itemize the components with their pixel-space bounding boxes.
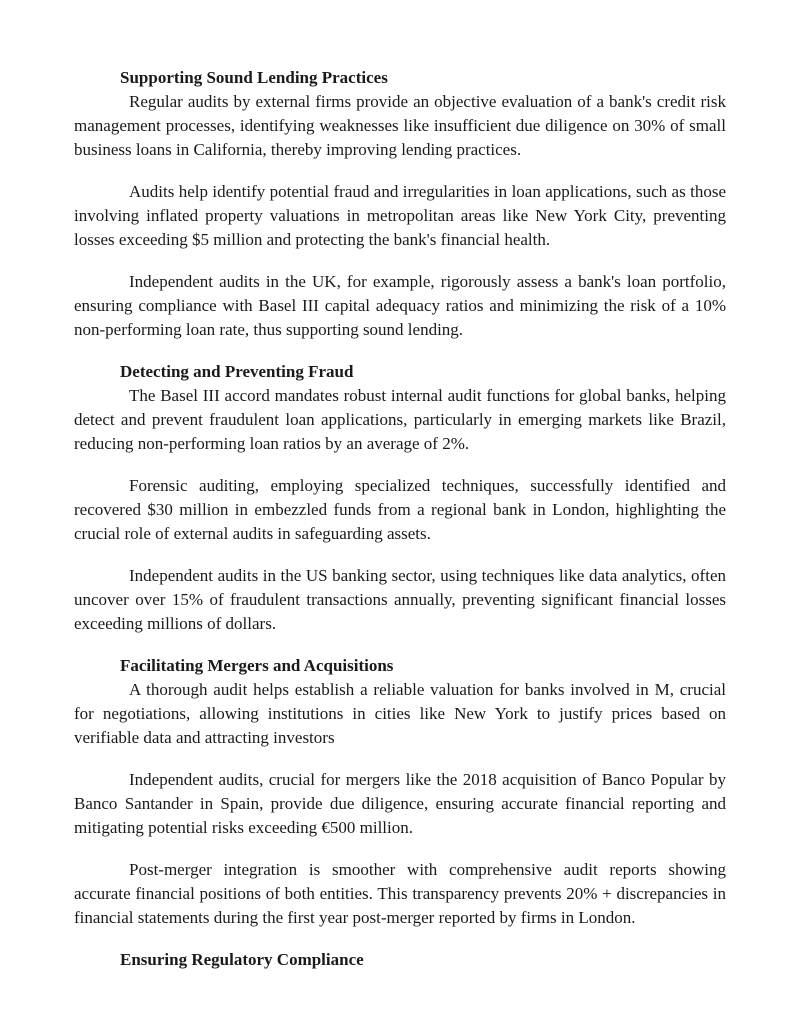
paragraph: Post-merger integration is smoother with comprehensive audit reports showing accurate financial positions of both entities. This transparency prevents 20% + discrepancies in financial statements during the first year post-merger reported by firms in London. bbox=[74, 860, 726, 927]
paragraph: Forensic auditing, employing specialized techniques, successfully identified and recovered $30 million in embezzled funds from a regional bank in London, highlighting the crucial role of external audits in safeguarding assets. bbox=[74, 476, 726, 543]
section-heading: Ensuring Regulatory Compliance bbox=[120, 950, 364, 969]
section-heading: Facilitating Mergers and Acquisitions bbox=[120, 656, 394, 675]
paragraph: Independent audits in the US banking sector, using techniques like data analytics, often uncover over 15% of fraudulent transactions annually, preventing significant financial losses exceeding millions of dollars. bbox=[74, 566, 726, 633]
section-regulatory-compliance bbox=[74, 948, 726, 972]
paragraph: Independent audits in the UK, for example, rigorously assess a bank's loan portfolio, ensuring compliance with Basel III capital adequacy ratios and minimizing the risk of a 10% non-performing loan rate, thus supporting sound lending. bbox=[74, 272, 726, 339]
section-heading: Detecting and Preventing Fraud bbox=[120, 362, 354, 381]
section-detecting-fraud bbox=[74, 360, 726, 636]
paragraph: Audits help identify potential fraud and irregularities in loan applications, such as those involving inflated property valuations in metropolitan areas like New York City, preventing losses exceeding $5 million and protecting the bank's financial health. bbox=[74, 182, 726, 249]
paragraph: Regular audits by external firms provide an objective evaluation of a bank's credit risk management processes, identifying weaknesses like insufficient due diligence on 30% of small business loans in California, thereby improving lending practices. bbox=[74, 92, 726, 159]
paragraph: The Basel III accord mandates robust internal audit functions for global banks, helping detect and prevent fraudulent loan applications, particularly in emerging markets like Brazil, reducing non-performing loan ratios by an average of 2%. bbox=[74, 386, 726, 453]
section-heading: Supporting Sound Lending Practices bbox=[120, 68, 388, 87]
document-page bbox=[74, 66, 726, 972]
section-supporting-sound-lending bbox=[74, 66, 726, 342]
paragraph: A thorough audit helps establish a reliable valuation for banks involved in M, crucial for negotiations, allowing institutions in cities like New York to justify prices based on verifiable data and attracting investors bbox=[74, 680, 726, 747]
paragraph: Independent audits, crucial for mergers like the 2018 acquisition of Banco Popular by Banco Santander in Spain, provide due diligence, ensuring accurate financial reporting and mitigating potential risks exceeding €500 million. bbox=[74, 770, 726, 837]
section-mergers-acquisitions bbox=[74, 654, 726, 930]
